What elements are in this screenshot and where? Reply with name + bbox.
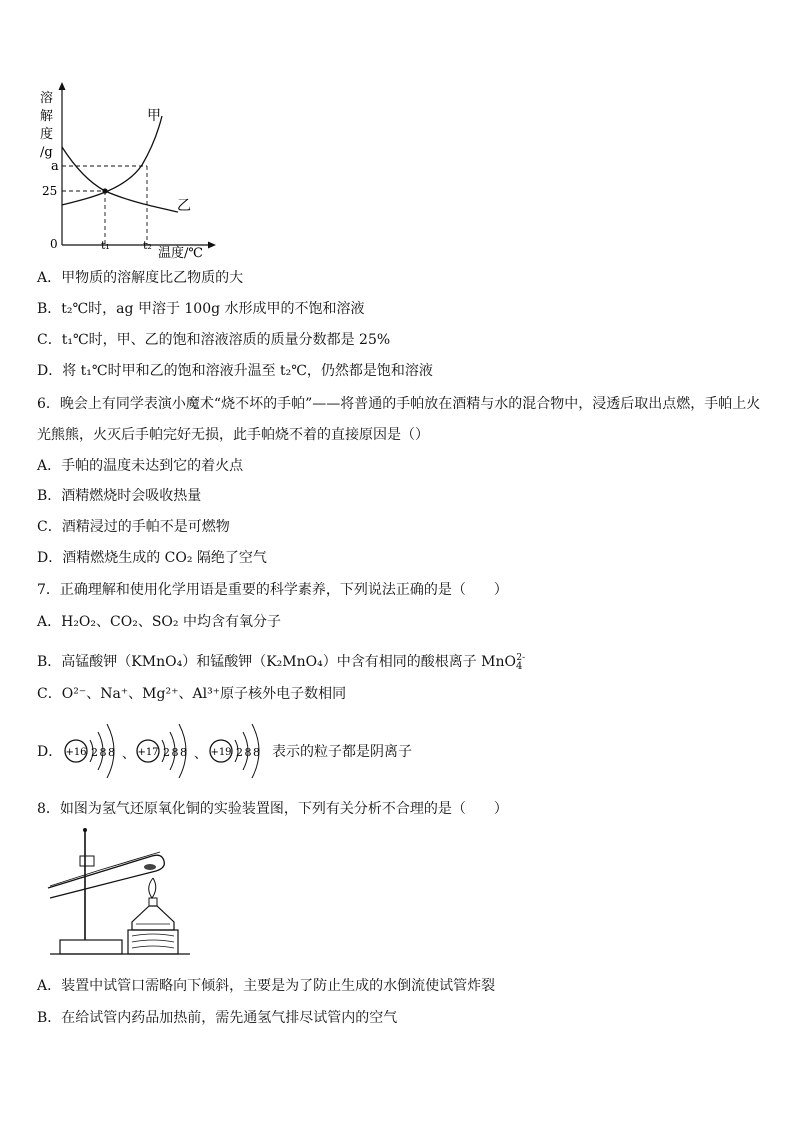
lamp-neck [149,898,157,906]
test-tube [48,855,164,898]
q7-option-b-text: B．高锰酸钾（KMnO₄）和锰酸钾（K₂MnO₄）中含有相同的酸根离子 MnO [37,654,516,670]
shells-2: 2 8 8 [163,746,186,759]
origin-label: 0 [50,237,58,251]
q7-option-d-suffix: 表示的粒子都是阴离子 [272,744,412,760]
q5-option-b: B．t₂℃时，ag 甲溶于 100g 水形成甲的不饱和溶液 [37,301,365,317]
nucleus-2-charge: +17 [137,747,159,758]
gas-inlet-tube [50,852,160,886]
q6-option-b: B．酒精燃烧时会吸收热量 [37,488,202,504]
q7-option-a: A．H₂O₂、CO₂、SO₂ 中均含有氧分子 [37,614,281,630]
q7-option-b-superscript: 2- [516,653,526,663]
intersection-point [102,188,107,193]
curve-jia-label: 甲 [147,108,161,124]
atom-structure-diagrams [58,718,273,784]
y-label-4: /g [40,145,53,160]
nucleus-1-charge: +16 [65,747,87,758]
curve-jia [62,116,162,205]
q7-option-b [37,648,525,677]
y-tick-a: a [51,159,59,174]
hydrogen-reduction-apparatus [40,826,200,964]
q7-option-b-subscript: 4 [515,661,523,672]
q6-option-d: D．酒精燃烧生成的 CO₂ 隔绝了空气 [37,550,267,566]
x-axis-label: 温度/℃ [158,246,203,261]
q5-option-d: D．将 t₁℃时甲和乙的饱和溶液升温至 t₂℃，仍然都是饱和溶液 [37,363,433,379]
q5-option-c: C．t₁℃时，甲、乙的饱和溶液溶质的质量分数都是 25% [37,332,391,348]
x-tick-t1: t₁ [101,239,110,252]
atom-diagram-1 [65,724,135,778]
q6-stem-line-1: 6．晚会上有同学表演小魔术“烧不坏的手帕”——将普通的手帕放在酒精与水的混合物中，浸透后取出点燃，手帕上火 [37,396,761,412]
q6-option-c: C．酒精浸过的手帕不是可燃物 [37,519,230,535]
clamp [80,856,94,866]
q6-option-a: A．手帕的温度未达到它的着火点 [37,458,244,474]
curve-yi [62,147,178,212]
lamp-flame [149,878,156,898]
solubility-graph [30,80,220,265]
y-label-3: 度 [40,127,54,142]
y-tick-25: 25 [42,184,58,198]
q8-option-a: A．装置中试管口需略向下倾斜，主要是为了防止生成的水倒流使试管炸裂 [37,978,496,994]
wooden-block [128,930,178,954]
q7-option-c: C．O²⁻、Na⁺、Mg²⁺、Al³⁺原子核外电子数相同 [37,686,347,702]
separator-2: 、 [194,747,208,762]
copper-oxide [144,864,156,870]
q7-stem: 7．正确理解和使用化学用语是重要的科学素养，下列说法正确的是（ ） [37,582,508,598]
atom-diagram-3 [210,724,260,778]
y-label-2: 解 [40,109,54,124]
y-axis-arrow [59,82,66,90]
y-label-1: 溶 [40,91,54,106]
q8-option-b: B．在给试管内药品加热前，需先通氢气排尽试管内的空气 [37,1010,398,1026]
shells-3: 2 8 8 [236,746,259,759]
q6-stem-line-2: 光熊熊，火灭后手帕完好无损，此手帕烧不着的直接原因是（） [37,427,429,443]
q7-option-d-prefix: D． [37,744,63,760]
atom-diagram-2 [137,724,207,778]
nucleus-3-charge: +19 [210,747,232,758]
curve-yi-label: 乙 [177,198,191,214]
lamp-body [132,906,174,930]
shells-1: 2 8 8 [91,746,114,759]
separator-1: 、 [122,747,136,762]
q8-stem: 8．如图为氢气还原氧化铜的实验装置图，下列有关分析不合理的是（ ） [37,801,508,817]
wood-grain [132,934,174,948]
stand-base [60,940,122,954]
q5-option-a: A．甲物质的溶解度比乙物质的大 [37,270,244,286]
x-tick-t2: t₂ [143,239,152,252]
rod-top [83,828,87,832]
x-axis-arrow [208,242,216,249]
